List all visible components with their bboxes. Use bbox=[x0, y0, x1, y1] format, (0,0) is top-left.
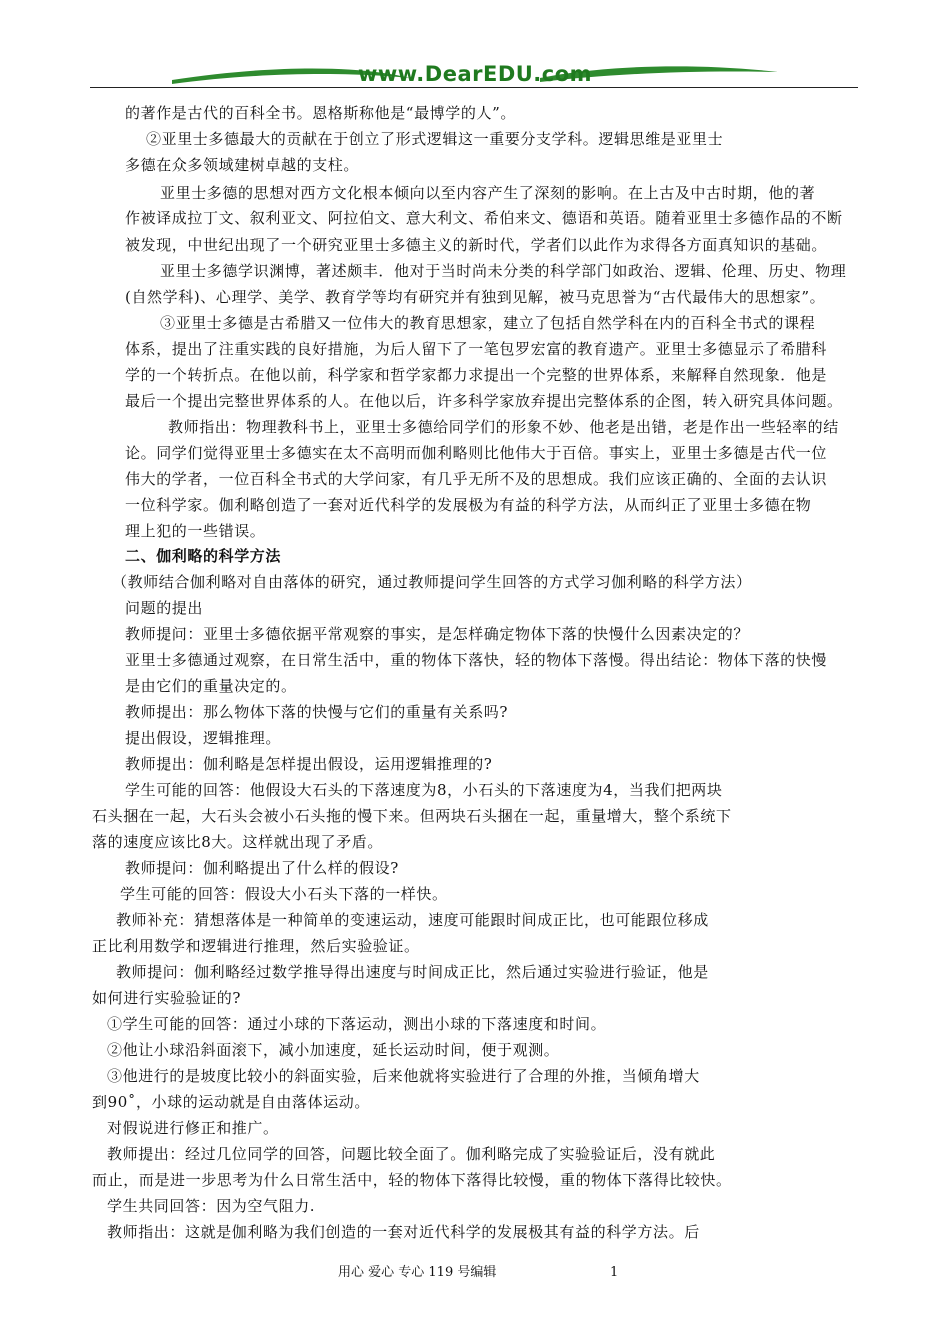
body-line: 作被译成拉丁文、叙利亚文、阿拉伯文、意大利文、希伯来文、德语和英语。随着亚里士多德作品的不断 bbox=[125, 209, 843, 227]
body-line: 对假说进行修正和推广。 bbox=[107, 1119, 279, 1137]
body-line: 最后一个提出完整世界体系的人。在他以后，许多科学家放弃提出完整体系的企图，转入研究具体问题。 bbox=[125, 392, 843, 410]
body-line: 落的速度应该比8大。这样就出现了矛盾。 bbox=[92, 833, 383, 851]
body-line: （教师结合伽利略对自由落体的研究，通过教师提问学生回答的方式学习伽利略的科学方法） bbox=[112, 573, 752, 591]
body-line: 教师提问：亚里士多德依据平常观察的事实，是怎样确定物体下落的快慢什么因素决定的？ bbox=[125, 625, 750, 643]
body-line: 亚里士多德的思想对西方文化根本倾向以至内容产生了深刻的影响。在上古及中古时期，他的著 bbox=[160, 184, 816, 202]
section-heading: 二、伽利略的科学方法 bbox=[125, 547, 282, 565]
body-line: 被发现，中世纪出现了一个研究亚里士多德主义的新时代，学者们以此作为求得各方面真知识的基础。 bbox=[125, 236, 828, 254]
body-line: 是由它们的重量决定的。 bbox=[125, 677, 297, 695]
body-line: 如何进行实验验证的? bbox=[92, 989, 242, 1007]
body-line: 教师指出：这就是伽利略为我们创造的一套对近代科学的发展极其有益的科学方法。后 bbox=[107, 1223, 700, 1241]
body-line: 的著作是古代的百科全书。恩格斯称他是“最博学的人”。 bbox=[125, 104, 516, 122]
body-line: 而止，而是进一步思考为什么日常生活中，轻的物体下落得比较慢，重的物体下落得比较快。 bbox=[92, 1171, 732, 1189]
body-line: 伟大的学者，一位百科全书式的大学问家，有几乎无所不及的思想成。我们应该正确的、全面的去认识 bbox=[125, 470, 828, 488]
page-number: 1 bbox=[610, 1265, 619, 1280]
body-line: ②他让小球沿斜面滚下，减小加速度，延长运动时间，便于观测。 bbox=[107, 1041, 560, 1059]
body-line: 学生共同回答：因为空气阻力. bbox=[107, 1197, 316, 1215]
body-line: 教师提问：伽利略经过数学推导得出速度与时间成正比，然后通过实验进行验证，他是 bbox=[116, 963, 709, 981]
body-line: ①学生可能的回答：通过小球的下落运动，测出小球的下落速度和时间。 bbox=[107, 1015, 607, 1033]
body-line: (自然学科)、心理学、美学、教育学等均有研究并有独到见解，被马克思誉为“古代最伟大的思想家”。 bbox=[125, 288, 826, 306]
body-line: 教师指出：物理教科书上，亚里士多德给同学们的形象不妙、他老是出错，老是作出一些轻率的结 bbox=[168, 418, 839, 436]
body-line: ②亚里士多德最大的贡献在于创立了形式逻辑这一重要分支学科。逻辑思维是亚里士 bbox=[146, 130, 724, 148]
body-line: 论。同学们觉得亚里士多德实在太不高明而伽利略则比他伟大于百倍。事实上，亚里士多德是古代一位 bbox=[125, 444, 828, 462]
footer-editor-note: 用心 爱心 专心 119 号编辑 bbox=[338, 1265, 497, 1280]
body-line: 到90˚，小球的运动就是自由落体运动。 bbox=[92, 1093, 370, 1111]
body-line: 教师提问：伽利略提出了什么样的假设? bbox=[125, 859, 399, 877]
body-line: 正比利用数学和逻辑进行推理，然后实验验证。 bbox=[92, 937, 420, 955]
body-line: 亚里士多德通过观察，在日常生活中，重的物体下落快，轻的物体下落慢。得出结论：物体下落的快慢 bbox=[125, 651, 828, 669]
body-line: 亚里士多德学识渊博，著述颇丰．他对于当时尚未分类的科学部门如政治、逻辑、伦理、历史、物理 bbox=[160, 262, 847, 280]
body-line: 一位科学家。伽利略创造了一套对近代科学的发展极为有益的科学方法，从而纠正了亚里士多德在物 bbox=[125, 496, 812, 514]
body-line: 理上犯的一些错误。 bbox=[125, 522, 266, 540]
header-divider bbox=[90, 87, 858, 88]
body-line: 石头捆在一起，大石头会被小石头拖的慢下来。但两块石头捆在一起，重量增大，整个系统下 bbox=[92, 807, 732, 825]
body-line: ③亚里士多德是古希腊又一位伟大的教育思想家，建立了包括自然学科在内的百科全书式的课程 bbox=[160, 314, 816, 332]
body-line: 提出假设，逻辑推理。 bbox=[125, 729, 282, 747]
body-line: 教师提出：伽利略是怎样提出假设，运用逻辑推理的? bbox=[125, 755, 493, 773]
body-line: 体系，提出了注重实践的良好措施，为后人留下了一笔包罗宏富的教育遗产。亚里士多德显示了希腊科 bbox=[125, 340, 828, 358]
body-line: 教师提出：那么物体下落的快慢与它们的重量有关系吗? bbox=[125, 703, 509, 721]
header-site-name: www.DearEDU.com bbox=[357, 62, 593, 86]
body-line: 学的一个转折点。在他以前，科学家和哲学家都力求提出一个完整的世界体系，来解释自然现象．他是 bbox=[125, 366, 828, 384]
body-line: 学生可能的回答：他假设大石头的下落速度为8，小石头的下落速度为4，当我们把两块 bbox=[125, 781, 723, 799]
body-line: 多德在众多领域建树卓越的支柱。 bbox=[125, 156, 360, 174]
body-line: 学生可能的回答：假设大小石头下落的一样快。 bbox=[120, 885, 448, 903]
body-line: 教师提出：经过几位同学的回答，问题比较全面了。伽利略完成了实验验证后，没有就此 bbox=[107, 1145, 716, 1163]
body-line: ③他进行的是坡度比较小的斜面实验，后来他就将实验进行了合理的外推，当倾角增大 bbox=[107, 1067, 700, 1085]
body-line: 教师补充：猜想落体是一种简单的变速运动，速度可能跟时间成正比，也可能跟位移成 bbox=[116, 911, 709, 929]
body-line: 问题的提出 bbox=[125, 599, 204, 617]
